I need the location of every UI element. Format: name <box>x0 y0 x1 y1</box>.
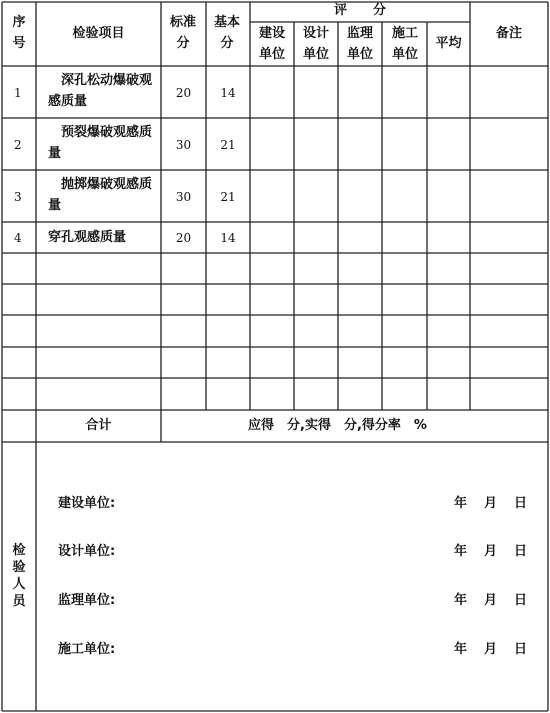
row-item: 抛掷爆破观感质量 <box>48 177 153 213</box>
row-base: 14 <box>220 231 236 245</box>
header-index: 序号 <box>12 15 26 51</box>
row-item: 深孔松动爆破观感质量 <box>48 73 153 109</box>
inspector-unit: 设计单位: <box>58 544 116 559</box>
date-month: 月 <box>484 496 498 511</box>
row-no: 4 <box>14 231 22 245</box>
date-year: 年 <box>454 642 468 657</box>
header-remark: 备注 <box>495 26 522 41</box>
row-item: 穿孔观感质量 <box>48 230 127 245</box>
header-item: 检验项目 <box>72 26 125 41</box>
inspector-unit: 监理单位: <box>58 593 116 608</box>
total-label: 合计 <box>85 418 112 433</box>
date-year: 年 <box>454 593 468 608</box>
header-score-group: 评 分 <box>333 3 386 18</box>
row-item: 预裂爆破观感质量 <box>48 125 153 161</box>
header-standard: 标准分 <box>169 15 196 51</box>
inspectors-label: 检验人员 <box>12 543 26 609</box>
header-score-col: 建设单位 <box>258 26 285 62</box>
date-month: 月 <box>484 544 498 559</box>
row-base: 21 <box>220 190 236 204</box>
row-standard: 20 <box>175 86 192 100</box>
header-base: 基本分 <box>213 15 240 51</box>
header-score-col: 平均 <box>435 36 462 51</box>
date-day: 日 <box>514 593 528 608</box>
row-standard: 30 <box>175 190 192 204</box>
date-day: 日 <box>514 496 528 511</box>
row-standard: 30 <box>175 138 192 152</box>
date-day: 日 <box>514 642 528 657</box>
row-no: 2 <box>14 138 22 152</box>
date-year: 年 <box>454 544 468 559</box>
date-day: 日 <box>514 544 528 559</box>
header-score-col: 设计单位 <box>302 26 329 62</box>
total-summary: 应得 分,实得 分,得分率 % <box>248 418 427 433</box>
header-score-col: 施工单位 <box>391 26 418 62</box>
header-score-col: 监理单位 <box>346 26 373 62</box>
row-standard: 20 <box>175 231 192 245</box>
date-month: 月 <box>484 593 498 608</box>
row-no: 3 <box>14 190 22 204</box>
row-base: 14 <box>220 86 236 100</box>
row-no: 1 <box>14 86 22 100</box>
row-base: 21 <box>220 138 236 152</box>
inspector-unit: 建设单位: <box>58 496 116 511</box>
inspector-unit: 施工单位: <box>58 642 116 657</box>
date-year: 年 <box>454 496 468 511</box>
date-month: 月 <box>484 642 498 657</box>
